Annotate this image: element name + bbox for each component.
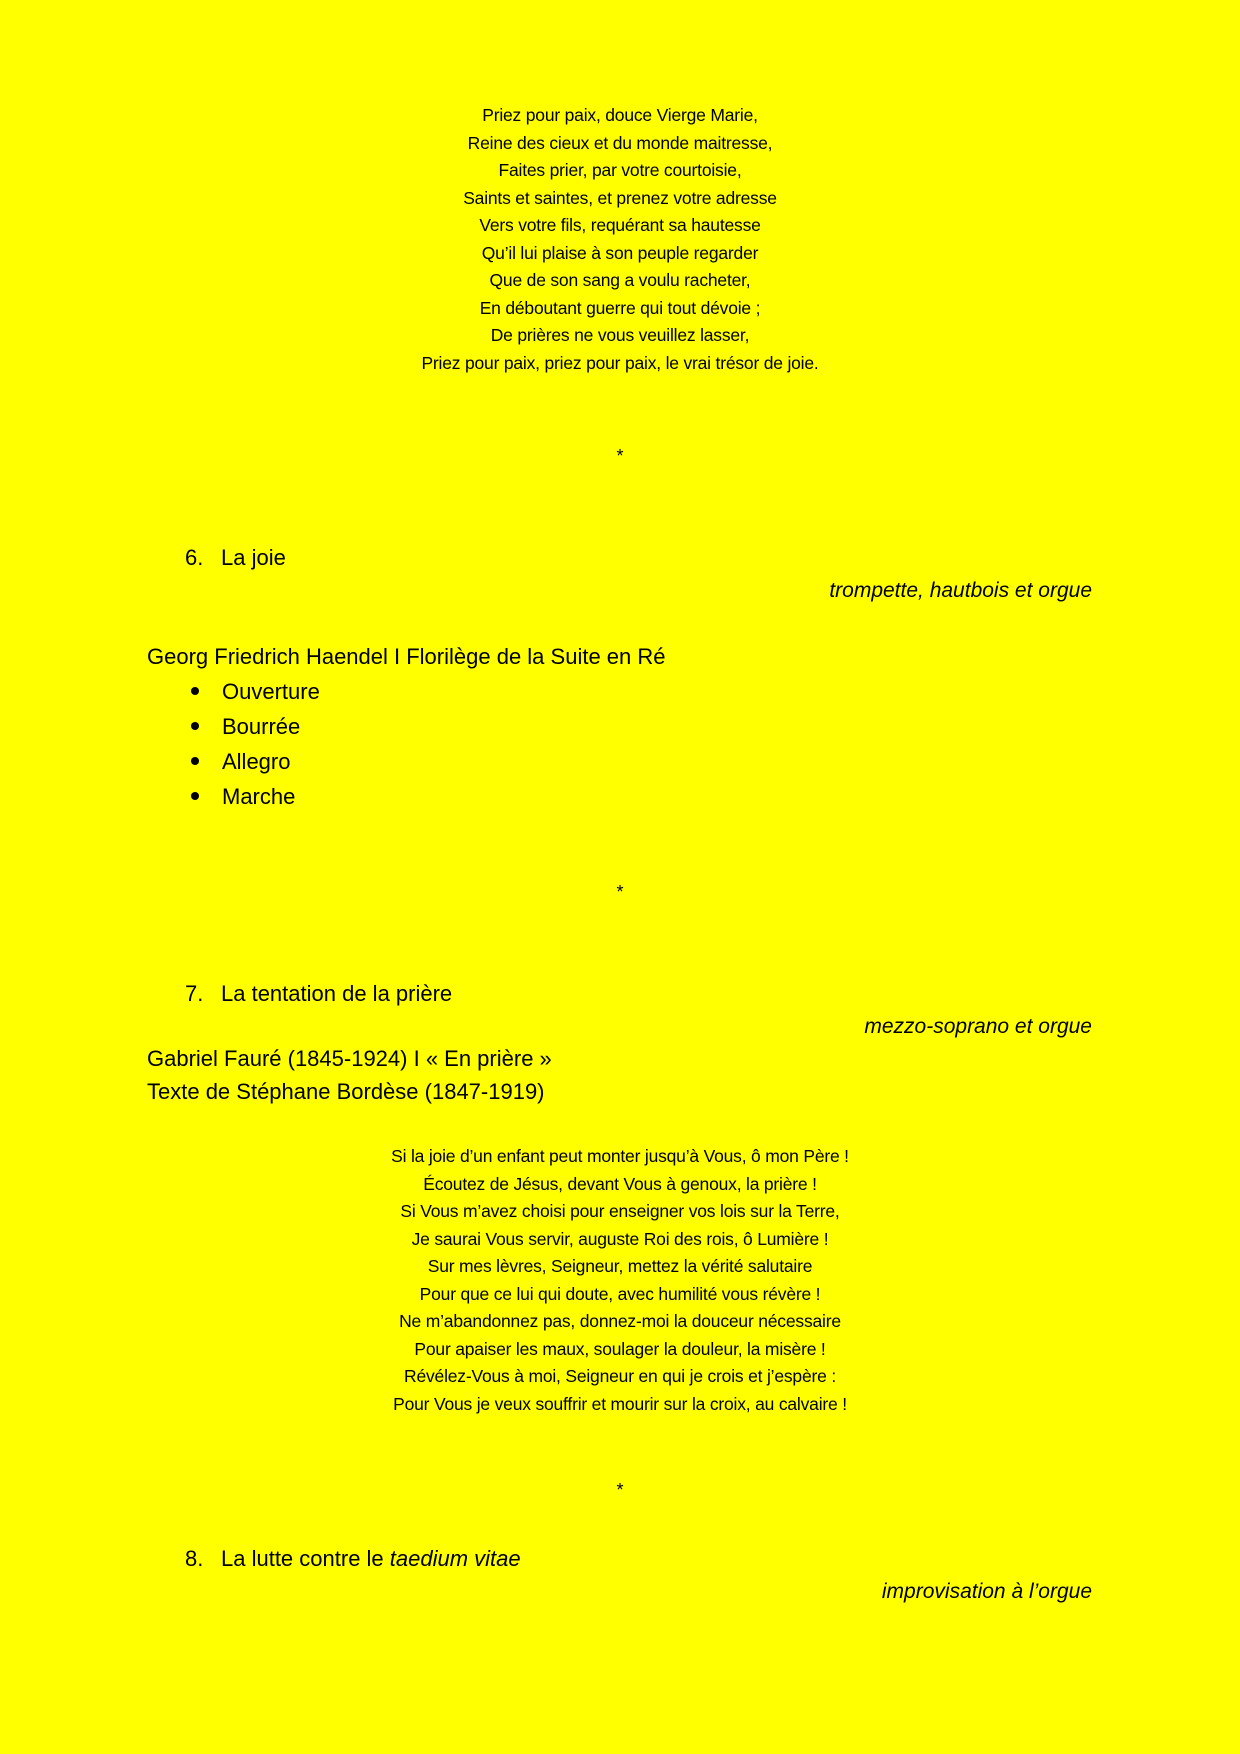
poem-line: Que de son sang a voulu racheter, [489, 270, 751, 290]
poem-line: Sur mes lèvres, Seigneur, mettez la vérité salutaire [427, 1256, 813, 1276]
section-7-text-author: Texte de Stéphane Bordèse (1847-1919) [147, 1079, 545, 1104]
section-separator: * [616, 446, 624, 466]
section-6-instrumentation: trompette, hautbois et orgue [829, 579, 1092, 602]
poem-line: Révélez-Vous à moi, Seigneur en qui je crois et j’espère : [404, 1366, 836, 1386]
section-separator: * [616, 1480, 624, 1500]
section-separator: * [616, 882, 624, 902]
bullet-icon [191, 722, 199, 730]
bullet-icon [191, 792, 199, 800]
section-7-instrumentation: mezzo-soprano et orgue [864, 1015, 1092, 1038]
section-title-italic: taedium vitae [389, 1546, 521, 1571]
section-title: La joie [221, 545, 286, 570]
section-title: La tentation de la prière [221, 981, 453, 1006]
poem-line: Je saurai Vous servir, auguste Roi des rois, ô Lumière ! [411, 1228, 829, 1249]
poem-line: Si Vous m’avez choisi pour enseigner vos lois sur la Terre, [400, 1201, 840, 1221]
list-item [185, 783, 320, 818]
list-item [185, 713, 320, 748]
poem-priez-pour-paix [0, 102, 1240, 377]
section-6-heading [185, 544, 286, 572]
poem-line: En déboutant guerre qui tout dévoie ; [479, 297, 761, 318]
poem-line: Si la joie d’un enfant peut monter jusqu’à Vous, ô mon Père ! [391, 1146, 849, 1166]
section-6-composer: Georg Friedrich Haendel I Florilège de la Suite en Ré [147, 644, 666, 669]
poem-line: Écoutez de Jésus, devant Vous à genoux, la prière ! [423, 1173, 817, 1194]
movement-label: Marche [222, 784, 296, 809]
bullet-icon [191, 687, 199, 695]
movements-list [185, 678, 320, 818]
bullet-icon [191, 757, 199, 765]
section-7-composer: Gabriel Fauré (1845-1924) I « En prière » [147, 1046, 552, 1071]
list-item [185, 748, 320, 783]
section-7-heading [185, 980, 452, 1008]
poem-line: Reine des cieux et du monde maitresse, [467, 132, 773, 153]
movement-label: Allegro [222, 749, 291, 774]
poem-line: Priez pour paix, douce Vierge Marie, [482, 105, 758, 125]
poem-line: Priez pour paix, priez pour paix, le vrai trésor de joie. [421, 352, 819, 373]
section-number: 8. [185, 1546, 204, 1571]
poem-line: Qu’il lui plaise à son peuple regarder [481, 242, 759, 263]
movement-label: Bourrée [222, 714, 301, 739]
poem-line: Ne m’abandonnez pas, donnez-moi la douceur nécessaire [399, 1311, 841, 1331]
section-number: 7. [185, 981, 204, 1006]
section-8-heading [185, 1545, 521, 1573]
poem-en-priere [0, 1143, 1240, 1418]
poem-line: Vers votre fils, requérant sa hautesse [479, 215, 761, 235]
movement-label: Ouverture [222, 679, 320, 704]
poem-line: Pour que ce lui qui doute, avec humilité vous révère ! [419, 1283, 821, 1304]
poem-line: Pour apaiser les maux, soulager la douleur, la misère ! [414, 1338, 826, 1359]
poem-line: De prières ne vous veuillez lasser, [490, 325, 750, 345]
section-title: La lutte contre le [221, 1546, 390, 1571]
poem-line: Saints et saintes, et prenez votre adresse [463, 187, 777, 208]
section-8-instrumentation: improvisation à l’orgue [881, 1580, 1092, 1603]
list-item [185, 678, 320, 713]
poem-line: Pour Vous je veux souffrir et mourir sur la croix, au calvaire ! [393, 1393, 847, 1414]
poem-line: Faites prier, par votre courtoisie, [498, 160, 742, 180]
section-number: 6. [185, 545, 204, 570]
